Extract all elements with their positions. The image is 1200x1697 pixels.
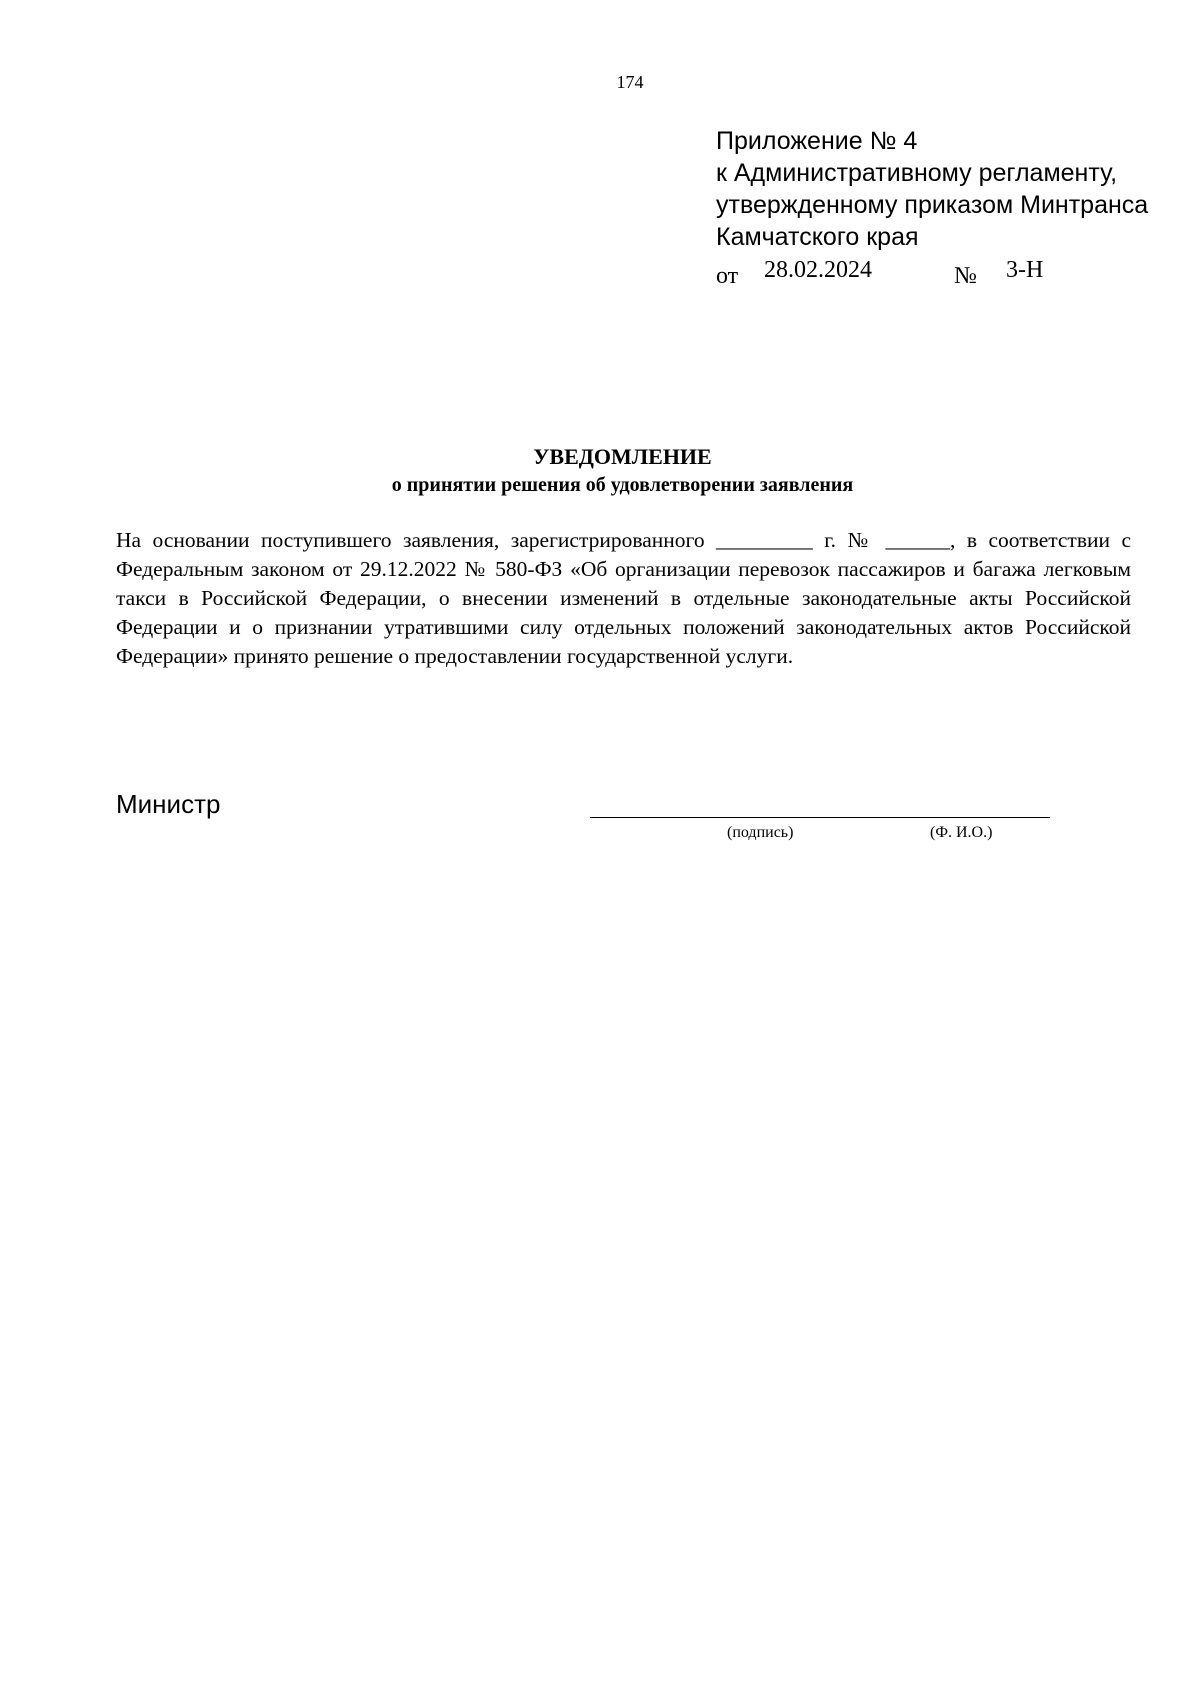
- order-reference: [716, 257, 1176, 291]
- document-body: На основании поступившего заявления, зарегистрированного _________ г. № ______, в соответствии с Федеральным законом от 29.12.2022 № 580-ФЗ «Об организации перевозок пассажиров и багажа легковым такси в Российской Федерации, о внесении изменений в отдельные законодательные акты Российской Федерации и о признании утратившими силу отдельных положений законодательных актов Российской Федерации» принято решение о предоставлении государственной услуги.: [116, 528, 1131, 668]
- name-caption: (Ф. И.О.): [930, 824, 993, 841]
- signature-caption: (подпись): [727, 824, 794, 841]
- appendix-regulation: к Административному регламенту,: [716, 159, 1118, 187]
- appendix-title: Приложение № 4: [716, 127, 918, 155]
- appendix-approved-by: утвержденному приказом Минтранса: [716, 191, 1149, 219]
- order-date-prefix: от: [716, 263, 739, 289]
- order-number-sign: №: [954, 263, 977, 289]
- signer-title: Министр: [116, 789, 221, 819]
- page-number: 174: [616, 72, 644, 92]
- document-subtitle: о принятии решения об удовлетворении заявления: [391, 474, 854, 496]
- signature-line: [590, 817, 1050, 818]
- order-number: 3-Н: [1006, 257, 1044, 283]
- order-date: 28.02.2024: [764, 257, 872, 283]
- appendix-block: [716, 125, 1196, 253]
- appendix-region: Камчатского края: [716, 223, 919, 251]
- document-title: УВЕДОМЛЕНИЕ: [533, 444, 712, 469]
